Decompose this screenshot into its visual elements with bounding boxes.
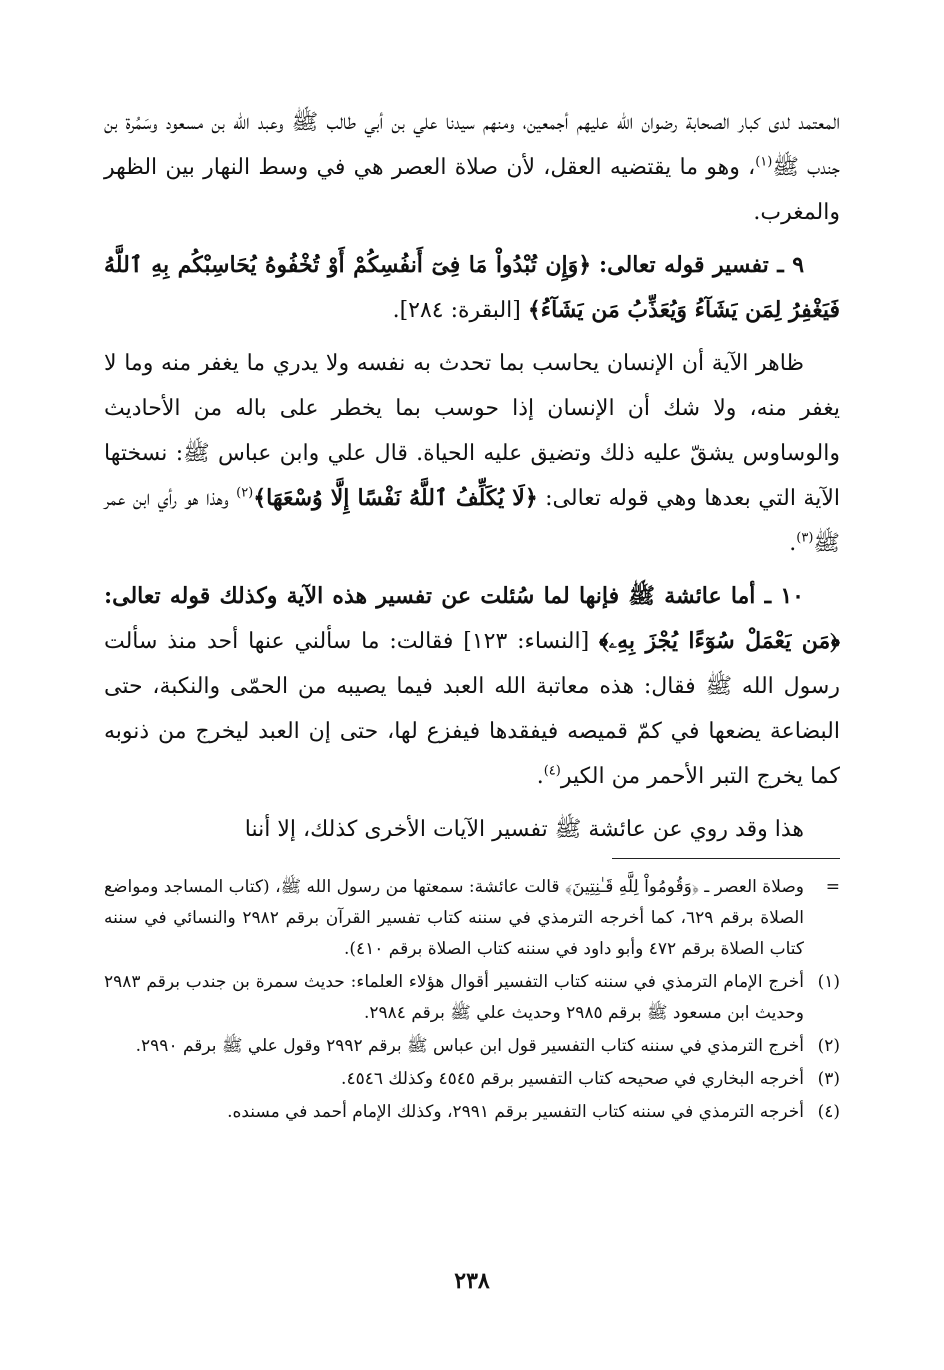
footnote-text: أخرجه البخاري في صحيحه كتاب التفسير برقم ٤٥٤٥ وكذلك ٤٥٤٦. — [341, 1069, 804, 1089]
footnote-divider — [612, 858, 840, 859]
paragraph-2-end: . — [789, 531, 797, 556]
paragraph-1-text: المعتمد لدى كبار الصحابة رضوان الله عليهم أجمعين، ومنهم سيدنا علي بن أبي طالب ﷺ وعبد الله بن مسعود وسَمُرة بن جندب ﷺ — [104, 110, 840, 180]
footnote-text: أخرجه الترمذي في سننه كتاب التفسير برقم ٢٩٩١، وكذلك الإمام أحمد في مسنده. — [227, 1102, 804, 1122]
section-10-end: . — [536, 764, 544, 789]
footnote-marker: (١) — [817, 972, 840, 992]
section-10-heading: ١٠ ـ أما عائشة ﷺ فإنها لما سُئلت عن تفسير هذه الآية وكذلك قوله تعالى: — [104, 583, 804, 609]
footnote-continued — [104, 872, 840, 965]
paragraph-1-tail: ، وهو ما يقتضيه العقل، لأن صلاة العصر هي في وسط النهار بين الظهر والمغرب. — [104, 155, 840, 225]
footnote-marker: (٣) — [817, 1069, 840, 1089]
footnote-text: أخرج الإمام الترمذي في سننه كتاب التفسير أقوال هؤلاء العلماء: حديث سمرة بن جندب برقم ٢٩٨٣ وحديث ابن مسعود ﷺ برقم ٢٩٨٥ وحديث علي ﷺ برقم ٢٩٨٤. — [104, 972, 804, 1023]
footnote-ref-1[interactable]: (١) — [755, 154, 773, 170]
footnote-ref-2[interactable]: (٢) — [236, 485, 254, 501]
footnote-marker: (٢) — [817, 1036, 840, 1056]
footnote-2 — [104, 1031, 840, 1062]
section-10-text: [النساء: ١٢٣] فقالت: ما سألني عنها أحد منذ سألت رسول الله ﷺ فقال: هذه معاتبة الله العبد فيما يصيبه من الحمّى والنكبة، حتى البضاعة يضعها في كمّ قميصه فيفقدها فيفزع لها، حتى إن العبد ليخرج من ذنوبه كما يخرج التبر الأحمر من الكير — [104, 629, 840, 789]
page-number: ٢٣٨ — [454, 1268, 490, 1294]
footnote-marker: (٤) — [817, 1102, 840, 1122]
footnote-marker: = — [825, 877, 840, 897]
section-9-reference: [البقرة: ٢٨٤]. — [392, 298, 521, 323]
paragraph-3 — [104, 807, 840, 852]
footnote-text: وصلاة العصر ـ ﴿وَقُومُواْ لِلَّهِ قَـٰنِتِينَ﴾ قالت عائشة: سمعتها من رسول الله ﷺ، (كتاب المساجد ومواضع الصلاة برقم ٦٢٩، كما أخرجه الترمذي في سننه كتاب تفسير القرآن برقم ٢٩٨٢ والنسائي في سننه كتاب الصلاة برقم ٤٧٢ وأبو داود في سننه كتاب الصلاة برقم ٤١٠). — [104, 877, 804, 959]
paragraph-2 — [104, 341, 840, 566]
footnote-3 — [104, 1064, 840, 1095]
section-10-verse: ﴿مَن يَعْمَلْ سُوٓءًا يُجْزَ بِهِۦ﴾ — [599, 628, 841, 654]
paragraph-3-text: هذا وقد روي عن عائشة ﷺ تفسير الآيات الأخرى كذلك، إلا أننا — [244, 817, 804, 842]
paragraph-2-text: ظاهر الآية أن الإنسان يحاسب بما تحدث به نفسه ولا يدري ما يغفر منه وما لا يغفر منه، ولا شك أن الإنسان إذا حوسب بما يخطر على باله من الأحاديث والوساوس يشقّ عليه ذلك وتضيق عليه الحياة. قال علي وابن عباس ﷺ: نسختها الآية التي بعدها وهي قوله تعالى: — [104, 351, 840, 511]
main-text — [104, 100, 840, 860]
footnote-text: أخرج الترمذي في سننه كتاب التفسير قول ابن عباس ﷺ برقم ٢٩٩٢ وقول علي ﷺ برقم ٢٩٩٠. — [135, 1036, 804, 1056]
section-9 — [104, 243, 840, 333]
paragraph-1 — [104, 100, 840, 235]
footnote-ref-4[interactable]: (٤) — [543, 763, 561, 779]
footnote-4 — [104, 1097, 840, 1128]
paragraph-2-mid: وهذا هو رأي ابن عمر ﷺ — [104, 486, 840, 556]
footnotes — [104, 872, 840, 1130]
paragraph-2-verse: ﴿لَا يُكَلِّفُ ٱللَّهُ نَفْسًا إِلَّا وُسْعَهَا﴾ — [253, 485, 538, 511]
section-9-verse: ﴿وَإِن تُبْدُواْ مَا فِىٓ أَنفُسِكُمْ أَوْ تُخْفُوهُ يُحَاسِبْكُم بِهِ ٱللَّهُ فَيَغْفِرُ لِمَن يَشَآءُ وَيُعَذِّبُ مَن يَشَآءُ﴾ — [104, 252, 840, 323]
section-9-heading: ٩ ـ تفسير قوله تعالى: — [599, 252, 805, 278]
footnote-ref-3[interactable]: (٣) — [796, 530, 814, 546]
footnote-1 — [104, 967, 840, 1029]
section-10 — [104, 574, 840, 799]
